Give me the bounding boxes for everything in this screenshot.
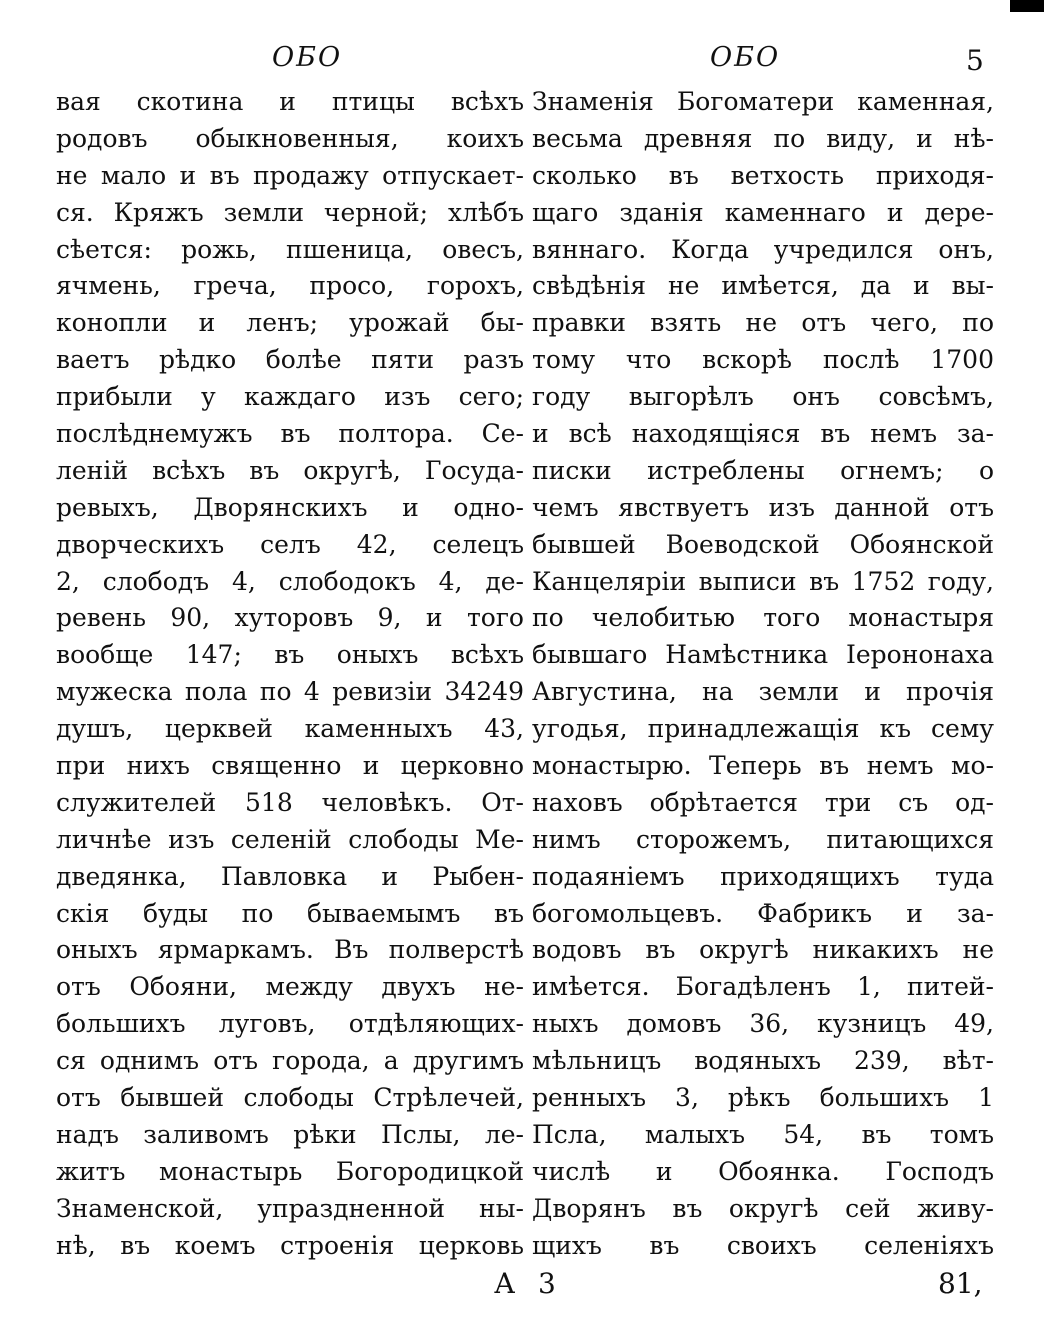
text-line: отъ Обояни, между двухъ не- xyxy=(56,972,524,1002)
text-line: числѣ и Обоянка. Господъ xyxy=(532,1156,994,1186)
text-line: служителей 518 человѣкъ. От- xyxy=(56,787,524,817)
text-line: конопли и ленъ; урожай бы- xyxy=(56,308,524,338)
text-line: мѣльницъ водяныхъ 239, вѣт- xyxy=(532,1046,994,1076)
text-line: житъ монастырь Богородицкой xyxy=(56,1156,524,1186)
text-line: Дворянъ въ округѣ сей живу- xyxy=(532,1193,994,1223)
text-line: угодья, принадлежащія къ сему xyxy=(532,714,994,744)
text-line: ся однимъ отъ города, а другимъ xyxy=(56,1046,524,1076)
catchword: 81, xyxy=(938,1267,983,1300)
text-line: дведянка, Павловка и Рыбен- xyxy=(56,861,524,891)
text-line: оныхъ ярмаркамъ. Въ полверстѣ xyxy=(56,935,524,965)
text-line: душъ, церквей каменныхъ 43, xyxy=(56,714,524,744)
text-line: тому что вскорѣ послѣ 1700 xyxy=(532,345,994,375)
text-line: ревень 90, хуторовъ 9, и того xyxy=(56,603,524,633)
text-line: подаяніемъ приходящихъ туда xyxy=(532,861,994,891)
text-line: правки взять не отъ чего, по xyxy=(532,308,994,338)
text-line: наховъ обрѣтается три съ од- xyxy=(532,787,994,817)
text-line: вая скотина и птицы всѣхъ xyxy=(56,87,524,116)
text-line: не мало и въ продажу отпускает- xyxy=(56,160,524,190)
text-line: и всѣ находящіяся въ немъ за- xyxy=(532,419,994,449)
text-line: родовъ обыкновенныя, коихъ xyxy=(56,123,524,153)
text-line: бывшаго Намѣстника Іерононаха xyxy=(532,640,994,670)
text-line: имѣется. Богадѣленъ 1, питей- xyxy=(532,972,994,1002)
left-running-head: ОБО xyxy=(272,42,343,73)
text-line: Знаменія Богоматери каменная, xyxy=(532,87,994,116)
text-line: сколько въ ветхость приходя- xyxy=(532,160,994,190)
text-line: ренныхъ 3, рѣкъ большихъ 1 xyxy=(532,1083,994,1113)
text-line: ся. Кряжъ земли черной; хлѣбъ xyxy=(56,197,524,227)
text-line: нѣ, въ коемъ строенія церковь xyxy=(56,1230,524,1260)
text-line: ваетъ рѣдко болѣе пяти разъ xyxy=(56,345,524,375)
text-line: Псла, малыхъ 54, въ томъ xyxy=(532,1119,994,1149)
text-line: бывшей Воеводской Обоянской xyxy=(532,529,994,559)
signature-letter: А xyxy=(494,1267,516,1300)
text-line: по челобитью того монастыря xyxy=(532,603,994,633)
text-line: богомольцевъ. Фабрикъ и за- xyxy=(532,898,994,928)
text-line: большихъ луговъ, отдѣляющих- xyxy=(56,1009,524,1039)
text-line: писки истреблены огнемъ; о xyxy=(532,455,994,485)
text-line: мужеска пола по 4 ревизіи 34249 xyxy=(56,677,524,707)
text-line: скія буды по бываемымъ въ xyxy=(56,898,524,928)
text-line: Августина, на земли и прочія xyxy=(532,677,994,707)
text-line: вообще 147; въ оныхъ всѣхъ xyxy=(56,640,524,670)
text-line: при нихъ священно и церковно xyxy=(56,751,524,781)
text-line: весьма древняя по виду, и нѣ- xyxy=(532,123,994,153)
text-line: 2, слободъ 4, слободокъ 4, де- xyxy=(56,566,524,596)
text-line: ревыхъ, Дворянскихъ и одно- xyxy=(56,492,524,522)
signature-number: 3 xyxy=(538,1267,556,1300)
right-running-head: ОБО xyxy=(710,42,781,73)
text-line: щаго зданія каменнаго и дере- xyxy=(532,197,994,227)
text-line: нимъ сторожемъ, питающихся xyxy=(532,824,994,854)
text-line: чемъ явствуетъ изъ данной отъ xyxy=(532,492,994,522)
text-line: вяннаго. Когда учредился онъ, xyxy=(532,234,994,264)
page-number: 5 xyxy=(966,44,984,77)
text-line: прибыли у каждаго изъ сего; xyxy=(56,382,524,412)
text-line: монастырю. Теперь въ немъ мо- xyxy=(532,751,994,781)
text-line: Канцеляріи выписи въ 1752 году, xyxy=(532,566,994,596)
text-line: ныхъ домовъ 36, кузницъ 49, xyxy=(532,1009,994,1039)
text-line: отъ бывшей слободы Стрѣлечей, xyxy=(56,1083,524,1113)
text-line: ячмень, греча, просо, горохъ, xyxy=(56,271,524,301)
text-line: дворческихъ селъ 42, селецъ xyxy=(56,529,524,559)
scan-corner-mark xyxy=(1010,0,1044,12)
text-line: году выгорѣлъ онъ совсѣмъ, xyxy=(532,382,994,412)
text-line: водовъ въ округѣ никакихъ не xyxy=(532,935,994,965)
text-line: сѣется: рожь, пшеница, овесъ, xyxy=(56,234,524,264)
text-line: надъ заливомъ рѣки Пслы, ле- xyxy=(56,1119,524,1149)
right-text-column xyxy=(532,84,994,1265)
text-line: леній всѣхъ въ округѣ, Госуда- xyxy=(56,455,524,485)
text-line: свѣдѣнія не имѣется, да и вы- xyxy=(532,271,994,301)
text-line: Знаменской, упраздненной ны- xyxy=(56,1193,524,1223)
text-line: щихъ въ своихъ селеніяхъ xyxy=(532,1230,994,1260)
left-text-column xyxy=(56,84,524,1265)
text-line: послѣднемужъ въ полтора. Се- xyxy=(56,419,524,449)
text-line: личнѣе изъ селеній слободы Ме- xyxy=(56,824,524,854)
